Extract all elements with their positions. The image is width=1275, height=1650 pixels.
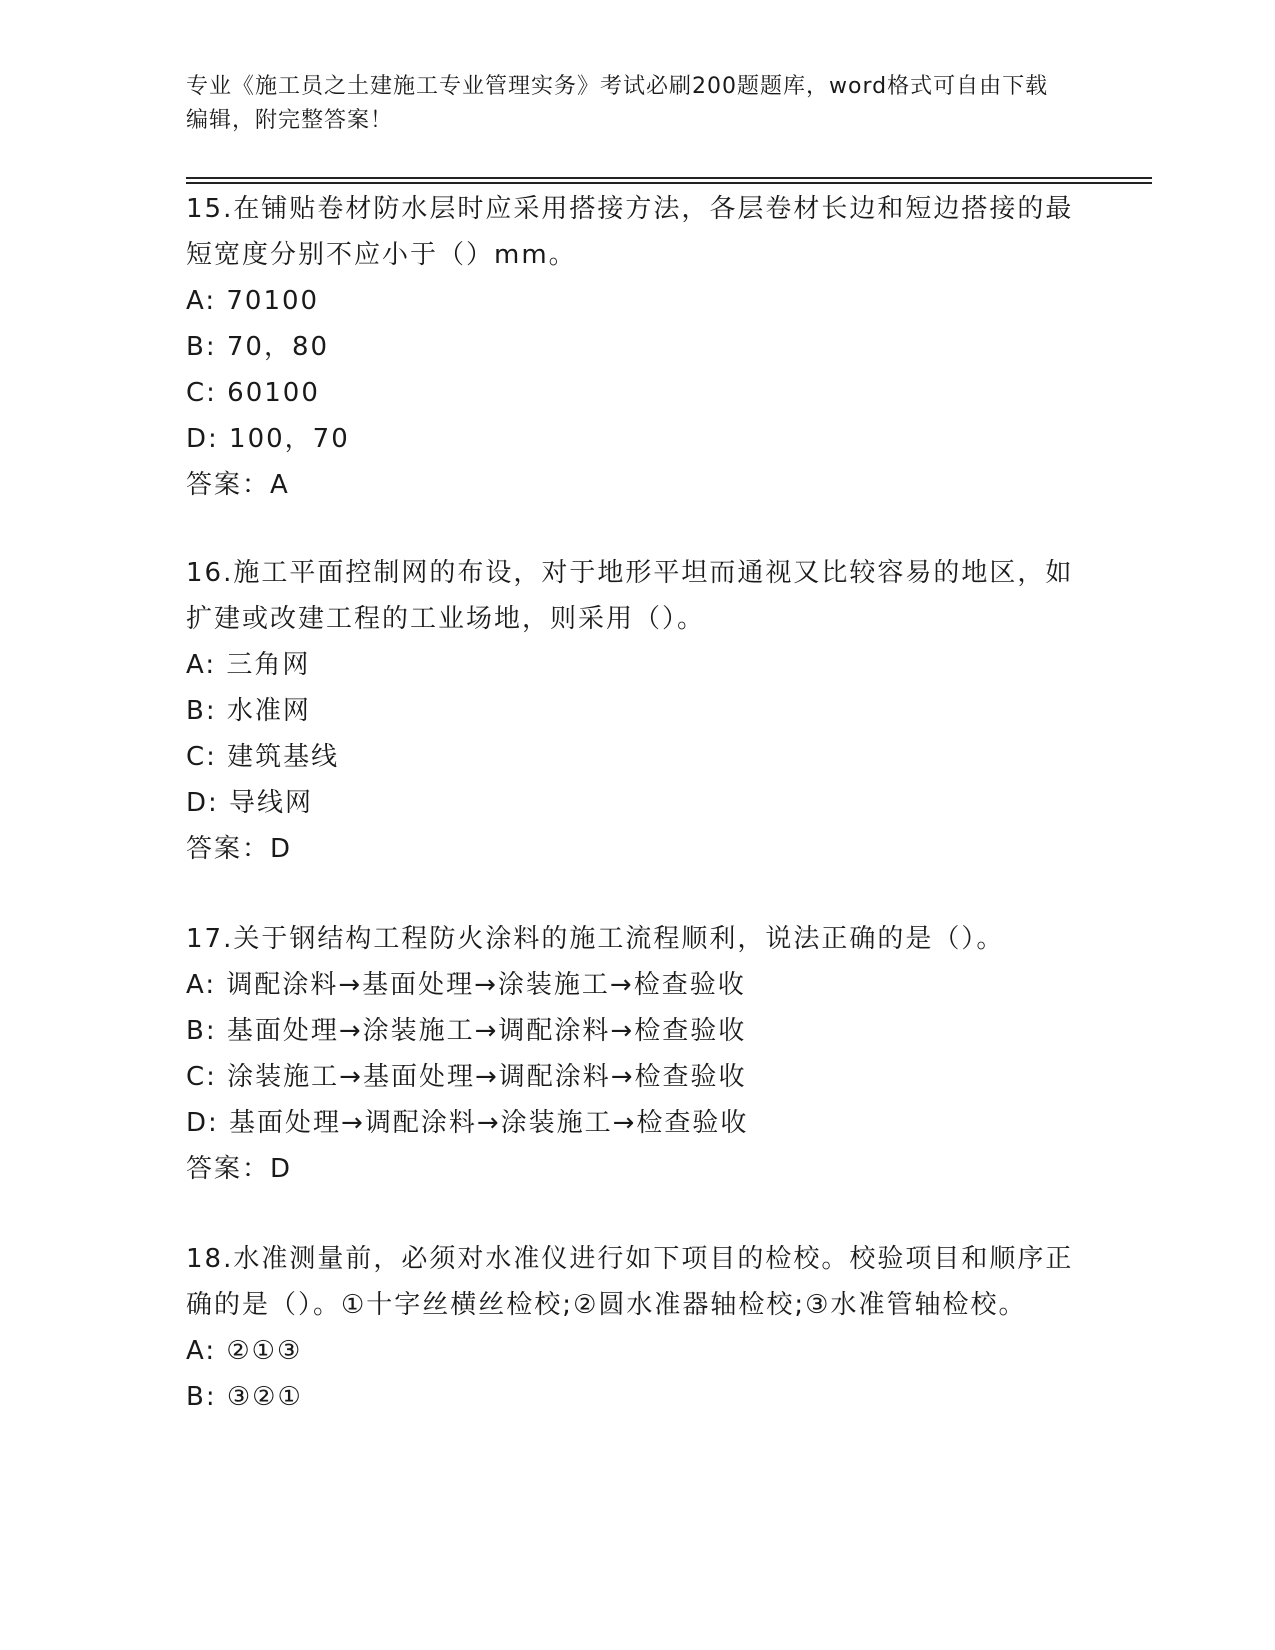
option-a: A: 70100 [186,286,320,316]
answer: 答案：D [186,834,293,864]
question-text: 17.关于钢结构工程防火涂料的施工流程顺利，说法正确的是（）。 [186,924,1005,954]
header-divider-bottom [186,182,1152,184]
option-b: B: 基面处理→涂装施工→调配涂料→检查验收 [186,1016,747,1046]
option-d: D: 100，70 [186,424,350,454]
option-c: C: 60100 [186,378,320,408]
option-a: A: 三角网 [186,650,311,680]
option-b: B: ③②① [186,1382,303,1412]
answer: 答案：A [186,470,290,500]
option-d: D: 导线网 [186,788,314,818]
option-c: C: 建筑基线 [186,742,340,772]
question-text: 18.水准测量前，必须对水准仪进行如下项目的检校。校验项目和顺序正确的是（）。①十字丝横丝检校;②圆水准器轴检校;③水准管轴检校。 [186,1244,1074,1320]
question-15 [186,186,1086,508]
option-b: B: 水准网 [186,696,311,726]
question-text: 15.在铺贴卷材防水层时应采用搭接方法，各层卷材长边和短边搭接的最短宽度分别不应小于（）mm。 [186,194,1074,270]
question-18 [186,1236,1086,1420]
option-d: D: 基面处理→调配涂料→涂装施工→检查验收 [186,1108,749,1138]
document-header: 专业《施工员之土建施工专业管理实务》考试必刷200题题库，word格式可自由下载编辑，附完整答案！ [186,74,1049,133]
option-a: A: 调配涂料→基面处理→涂装施工→检查验收 [186,970,746,1000]
header-divider-top [186,177,1152,179]
question-17 [186,916,1086,1192]
question-text: 16.施工平面控制网的布设，对于地形平坦而通视又比较容易的地区，如扩建或改建工程的工业场地，则采用（）。 [186,558,1074,634]
question-16 [186,550,1086,872]
answer: 答案：D [186,1154,293,1184]
option-c: C: 涂装施工→基面处理→调配涂料→检查验收 [186,1062,747,1092]
option-a: A: ②①③ [186,1336,303,1366]
option-b: B: 70，80 [186,332,330,362]
